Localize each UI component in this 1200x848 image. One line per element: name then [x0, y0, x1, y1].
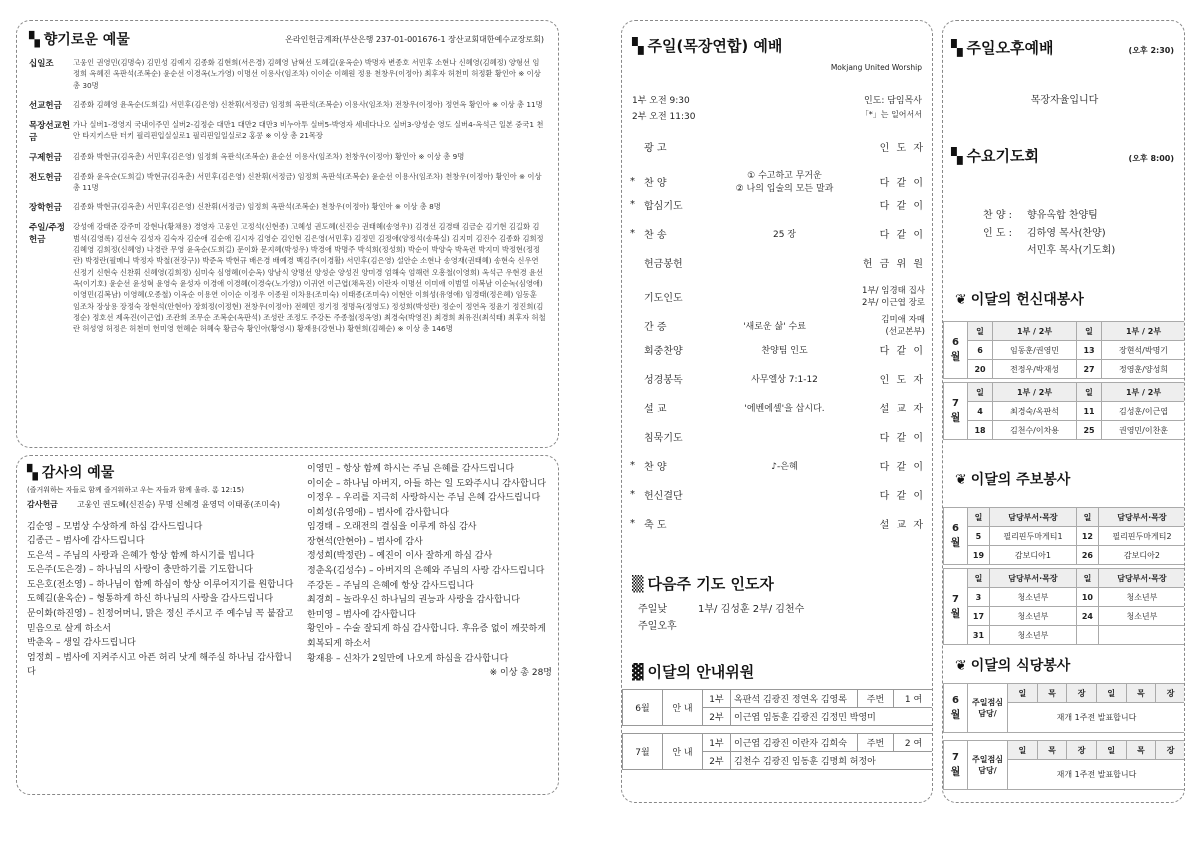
heart-icon: ❦	[955, 292, 967, 308]
kitchen-spacer-cell	[944, 790, 1186, 798]
service-head-cell: 1부 / 2부	[1102, 322, 1185, 341]
order-content: ♪-은혜	[771, 462, 798, 472]
order-row	[630, 458, 925, 473]
guide-part: 2부	[703, 752, 731, 770]
offering-label: 장학헌금	[29, 203, 62, 214]
afternoon-text: 목장자율입니다	[1030, 95, 1099, 106]
order-row	[630, 487, 925, 502]
bulletin-cell	[1076, 626, 1098, 645]
next-prayer-row	[638, 601, 804, 618]
thanks-item: 도은호(전소영) – 하나님이 함께 하심이 항상 이루어지기를 원합니다	[27, 579, 294, 590]
kitchen-head-cell: 일	[1096, 684, 1126, 703]
order-row	[630, 197, 925, 212]
order-star: *	[630, 489, 635, 500]
bulletin-row	[944, 527, 1186, 546]
bulletin-head-cell: 일	[1076, 508, 1098, 527]
bulletin-title	[955, 469, 1070, 489]
order-name: 헌신결단	[644, 491, 683, 502]
service-header	[944, 322, 1186, 341]
bulletin-row	[944, 607, 1186, 626]
bulletin-head-cell: 담당부서·목장	[989, 508, 1076, 527]
bulletin-header	[944, 508, 1186, 527]
service-leader: 인도: 담임목사	[863, 96, 922, 106]
offering-row	[29, 99, 546, 111]
guide-count: 1 여	[894, 690, 934, 708]
offering-label: 구제헌금	[29, 152, 62, 163]
service-head-cell: 일	[1076, 383, 1101, 402]
order-person: 다 같 이	[879, 177, 925, 189]
kitchen-head-cell: 장	[1067, 741, 1097, 760]
kitchen-text: 재개 1주전 발표합니다	[1008, 760, 1186, 790]
service-head-cell: 일	[1076, 322, 1101, 341]
order-star: *	[630, 228, 635, 239]
bullet-icon: ▚	[951, 147, 963, 165]
next-prayer-row	[638, 618, 804, 635]
bulletin-cell: 31	[968, 626, 990, 645]
offering-label: 십일조	[29, 59, 54, 69]
bulletin-row	[944, 546, 1186, 565]
order-row	[630, 429, 925, 444]
service-month: 7 월	[944, 383, 968, 440]
thanks-item: 도은주(도은경) – 하나님의 사랑이 충만하기를 기도합니다	[27, 565, 253, 576]
afternoon-title-text: 주일오후예배	[966, 39, 1054, 57]
bulletin-table	[943, 507, 1185, 649]
service-cell: 정영훈/양성희	[1102, 360, 1185, 379]
bulletin-head-cell: 일	[968, 569, 990, 588]
bulletin-cell	[1098, 626, 1185, 645]
wed-label: 찬 양 :	[983, 210, 1013, 221]
guide-table	[622, 689, 933, 778]
guide-names: 김천수 김광진 임동훈 김명희 허정아	[731, 752, 934, 770]
order-person: 설 교 자	[879, 520, 925, 531]
kitchen-head-cell: 목	[1126, 684, 1156, 703]
bulletin-month: 7 월	[944, 569, 968, 645]
thanks-list-1	[27, 520, 297, 680]
service-cell: 13	[1076, 341, 1101, 360]
kitchen-label	[968, 684, 1008, 733]
thanks-title	[27, 462, 297, 482]
thanks-item: 이이순 – 하나님 아버지, 아들 하는 일 도와주시니 감사합니다	[307, 478, 546, 489]
service-cell: 11	[1076, 402, 1101, 421]
wed-time: (오후 8:00)	[1128, 154, 1174, 163]
offering-label: 선교헌금	[29, 100, 62, 111]
wed-title	[951, 145, 1039, 166]
offering-label: 주일/주정헌금	[29, 223, 65, 246]
bullet-icon: ▚	[27, 465, 38, 481]
thanks-item: 이영민 – 항상 함께 하시는 주님 은혜를 감사드립니다	[307, 464, 515, 474]
guide-names: 이근엽 임동훈 김광진 김정민 박영미	[731, 708, 934, 726]
bulletin-month: 6 월	[944, 508, 968, 565]
thanks-item: 문이화(하진영) – 친정어머니, 맑은 정신 주시고 주 예수님 꼭 붙잡고 믿음으로 살게 하소서	[27, 608, 294, 634]
order-star: *	[630, 518, 635, 529]
order-person: 헌 금 위 원	[862, 259, 925, 270]
order-person: 인 도 자	[879, 143, 925, 154]
guide-names: 옥판석 김광진 정연옥 김영록	[731, 690, 858, 708]
thanks-item: 김순영 – 모범상 수상하게 하심 감사드립니다	[27, 521, 203, 532]
guide-row	[623, 734, 934, 752]
service-header	[944, 383, 1186, 402]
service-head-cell: 1부 / 2부	[993, 322, 1077, 341]
next-prayer-title	[632, 573, 774, 594]
service-cell: 권영민/이찬훈	[1102, 421, 1185, 440]
guide-tag: 주번	[858, 690, 894, 708]
kitchen-head-cell: 장	[1156, 741, 1185, 760]
bulletin-head-cell: 담당부서·목장	[1098, 508, 1185, 527]
guide-part: 2부	[703, 708, 731, 726]
service-spacer	[944, 440, 1186, 444]
service-row	[944, 421, 1186, 440]
order-name: 설 교	[644, 404, 667, 415]
order-row	[630, 400, 925, 415]
thanks-item: 황인아 – 수술 잘되게 하심 감사합니다. 후유증 없이 깨끗하게 회복되게 하소서	[307, 624, 546, 649]
thanks-item: 장현석(안현아) – 범사에 감사	[307, 536, 423, 547]
offering-names: 김종화 박현규(김옥춘) 서민후(김은영) 임정희 옥판석(조복순) 윤순선 이용사(임조차) 천창우(이정아) 황인아 ※ 이상 총 9명	[73, 151, 465, 161]
service-time-2: 2부 오전 11:30	[632, 112, 696, 122]
order-name: 광 고	[644, 143, 667, 154]
kitchen-title-text: 이달의 식당봉사	[970, 658, 1071, 674]
kitchen-header	[944, 684, 1186, 703]
kitchen-table	[943, 683, 1185, 798]
kitchen-spacer	[944, 790, 1186, 798]
kitchen-head-cell: 목	[1037, 741, 1067, 760]
guide-role: 안 내	[663, 690, 703, 726]
service-title	[955, 289, 1084, 309]
kitchen-label-sub: 담당/	[978, 766, 997, 775]
offering-row	[29, 171, 546, 194]
guide-month: 6월	[623, 690, 663, 726]
offerings-title-text: 향기로운 예물	[43, 32, 130, 48]
guide-spacer	[623, 726, 934, 734]
order-person: 인 도 자	[879, 375, 925, 386]
order-content: '에벤에셀'을 삽시다.	[744, 404, 825, 414]
wed-value: 향유옥합 찬양팀	[1027, 210, 1098, 221]
thanks-list-2	[307, 462, 552, 666]
order-star: *	[630, 199, 635, 210]
bulletin-cell: 12	[1076, 527, 1098, 546]
order-star: *	[630, 175, 635, 187]
service-cell: 20	[968, 360, 993, 379]
order-star: *	[630, 460, 635, 471]
service-cell: 27	[1076, 360, 1101, 379]
kitchen-head-cell: 일	[1008, 684, 1038, 703]
guide-spacer	[623, 770, 934, 778]
order-row	[630, 226, 925, 241]
order-name: 성경봉독	[644, 375, 683, 386]
bulletin-spacer-cell	[944, 645, 1186, 649]
bulletin-head-cell: 담당부서·목장	[1098, 569, 1185, 588]
thanks-col-1	[27, 462, 297, 680]
thanks-item: 김종근 – 범사에 감사드립니다	[27, 536, 145, 547]
order-person: 다 같 이	[879, 230, 925, 241]
thanks-col-2	[307, 462, 552, 681]
service-month: 6 월	[944, 322, 968, 379]
order-person: 다 같 이	[879, 491, 925, 502]
worship-panel	[621, 20, 933, 803]
order-person: 설 교 자	[879, 404, 925, 415]
bulletin-cell: 필리핀두마게티1	[989, 527, 1076, 546]
order-name: 회중찬양	[644, 346, 683, 357]
order-content: 찬양팀 인도	[761, 346, 808, 356]
order-row	[630, 516, 925, 531]
bullet-icon: ▚	[632, 37, 644, 55]
order-row	[630, 284, 925, 308]
order-row	[630, 342, 925, 357]
thanks-intro	[27, 499, 297, 510]
offering-label: 목장선교헌금	[29, 120, 71, 143]
bulletin-cell: 청소년부	[989, 626, 1076, 645]
kitchen-head-cell: 일	[1096, 741, 1126, 760]
offering-names: 고웅인 권영민(김명숙) 김민성 김예지 김종화 김현희(서은경) 김혜영 남혁선 도혜길(윤옥순) 박명자 변종호 서민후 소현나 신혜영(김혜정) 양형선 임정희 옥혜진 옥판석(조복순) 윤순선 이경옥(노가영) 이명선 이용사(임조차) 이이순 이혜원 정용 천창우(이정아) 최후자 허천미 허정환 황인아 ※ 이상 총 30명	[73, 58, 541, 90]
offerings-panel	[16, 20, 559, 448]
kitchen-label	[968, 741, 1008, 790]
order-person: 다 같 이	[879, 201, 925, 212]
service-cell: 4	[968, 402, 993, 421]
order-name: 축 도	[644, 520, 667, 531]
bulletin-cell: 필리핀두마게티2	[1098, 527, 1185, 546]
bulletin-cell: 5	[968, 527, 990, 546]
bulletin-row	[944, 626, 1186, 645]
offering-row	[29, 119, 546, 143]
order-person: 김미애 자매 (선교본부)	[881, 315, 925, 337]
offering-names: 김종화 박현규(김옥춘) 서민후(김은영) 신찬휘(서정금) 임정희 옥판석(조복순) 천창우(이정아) 황인아 ※ 이상 총 8명	[73, 202, 441, 212]
order-name: 찬 양	[644, 177, 667, 189]
service-time-1: 1부 오전 9:30	[632, 96, 690, 106]
next-prayer-rows	[638, 601, 804, 635]
thanks-item: 이정우 – 우리를 지극히 사랑하시는 주님 은혜 감사드립니다	[307, 493, 541, 504]
bulletin-cell: 17	[968, 607, 990, 626]
bulletin-cell: 감보디아1	[989, 546, 1076, 565]
afternoon-time: (오후 2:30)	[1128, 46, 1174, 55]
kitchen-label-main: 주일점심	[972, 755, 1003, 764]
offering-names: 가나 실버1-경영지 국내이주민 실버2-김정순 대만1 대만2 대만3 비누아투 실버5-박영자 세네다나오 실버3-양성순 영도 실버4-옥석근 일본 중국1 천안 타지키스탄 터키 필리핀입실실로1 필리핀일일실로2 홍콩 ※ 이상 총 21목장	[73, 119, 544, 141]
wed-title-text: 수요기도회	[966, 147, 1039, 165]
kitchen-head-cell: 장	[1067, 684, 1097, 703]
thanks-item: 정성희(박정란) – 예진이 이사 잘하게 하심 감사	[307, 551, 493, 562]
kitchen-text: 재개 1주전 발표합니다	[1008, 703, 1186, 733]
right-panel	[942, 20, 1185, 803]
service-head-cell: 일	[968, 322, 993, 341]
order-name: 간 증	[644, 321, 667, 333]
worship-title	[632, 35, 782, 56]
thanks-item: 도은석 – 주님의 사랑과 은혜가 항상 함께 하시기를 빕니다	[27, 550, 255, 561]
kitchen-label-sub: 담당/	[978, 709, 997, 718]
next-prayer-value: 1부/ 김성훈 2부/ 김천수	[698, 604, 805, 615]
thanks-verse: (즐거워하는 자들로 함께 즐거워하고 우는 자들과 함께 울라. 롬 12:15)	[27, 486, 244, 494]
worship-subtitle: Mokjang United Worship	[830, 63, 922, 72]
service-row	[944, 402, 1186, 421]
bulletin-cell: 26	[1076, 546, 1098, 565]
guide-title	[632, 661, 754, 682]
offering-row	[29, 221, 546, 334]
bulletin-cell: 19	[968, 546, 990, 565]
wed-label: 인 도 :	[983, 227, 1013, 239]
order-content: '새로운 삶' 수료	[743, 321, 806, 332]
service-cell: 25	[1076, 421, 1101, 440]
service-head-cell: 일	[968, 383, 993, 402]
bulletin-row	[944, 588, 1186, 607]
stand-note: 「*」는 일어서서	[860, 110, 922, 119]
thanks-item: 주강돈 – 주님의 은혜에 항상 감사드립니다	[307, 580, 474, 591]
thanks-item: 임경태 – 오래전의 결심을 이루게 하심 감사	[307, 522, 477, 533]
offering-row	[29, 201, 546, 213]
order-name: 찬 양	[644, 462, 667, 473]
bullet-icon: ▒	[632, 575, 644, 593]
service-row	[944, 341, 1186, 360]
bulletin-cell: 청소년부	[989, 588, 1076, 607]
wed-row	[983, 242, 1115, 260]
service-head-cell: 1부 / 2부	[1102, 383, 1185, 402]
thanks-intro-text: 고웅인 권도혜(신진승) 무명 신혜경 윤영덕 이태종(조미숙)	[77, 499, 280, 509]
service-cell: 임동훈/권영민	[993, 341, 1077, 360]
next-prayer-title-text: 다음주 기도 인도자	[647, 575, 774, 593]
offering-row	[29, 151, 546, 163]
service-cell: 18	[968, 421, 993, 440]
order-person: 다 같 이	[879, 346, 925, 357]
thanks-total: ※ 이상 총 28명	[489, 668, 552, 679]
thanks-intro-label: 감사헌금	[27, 499, 58, 509]
order-name: 침묵기도	[644, 433, 683, 444]
guide-title-text: 이달의 안내위원	[647, 663, 755, 681]
online-account: 온라인헌금계좌(부산은행 237-01-001676-1 장산교회대한예수교장로회)	[285, 35, 544, 44]
guide-part: 1부	[703, 690, 731, 708]
next-prayer-label: 주일낮	[638, 604, 667, 615]
guide-tag: 주번	[858, 734, 894, 752]
bulletin-title-text: 이달의 주보봉사	[970, 472, 1071, 488]
order-name: 찬 송	[644, 230, 667, 241]
thanks-item: 이희성(유영애) – 범사에 감사합니다	[307, 507, 449, 518]
guide-spacer-cell	[623, 726, 934, 734]
wed-value: 서민후 목사(기도회)	[1027, 245, 1116, 256]
bulletin-head-cell: 담당부서·목장	[989, 569, 1076, 588]
order-name: 합심기도	[644, 201, 683, 212]
offerings-list	[29, 57, 546, 334]
service-table	[943, 321, 1185, 444]
bulletin-header	[944, 569, 1186, 588]
wed-row	[983, 207, 1115, 225]
service-head-cell: 1부 / 2부	[993, 383, 1077, 402]
bulletin-cell: 청소년부	[989, 607, 1076, 626]
next-prayer-label: 주일오후	[638, 621, 677, 632]
wed-row	[983, 225, 1115, 243]
bulletin-head-cell: 일	[968, 508, 990, 527]
worship-title-text: 주일(목장연합) 예배	[647, 37, 783, 55]
kitchen-head-cell: 장	[1156, 684, 1185, 703]
service-spacer-cell	[944, 440, 1186, 444]
guide-count: 2 여	[894, 734, 934, 752]
bulletin-cell: 3	[968, 588, 990, 607]
thanks-item: 박춘옥 – 생일 감사드립니다	[27, 638, 136, 649]
thanks-item: 한미영 – 범사에 감사합니다	[307, 609, 416, 620]
guide-month: 7월	[623, 734, 663, 770]
order-row	[630, 313, 925, 337]
kitchen-label-main: 주일점심	[972, 698, 1003, 707]
thanks-item: 도혜길(윤옥순) – 형통하게 하신 하나님의 사랑을 감사드립니다	[27, 594, 274, 605]
service-title-text: 이달의 헌신대봉사	[970, 292, 1084, 308]
bulletin-cell: 10	[1076, 588, 1098, 607]
guide-part: 1부	[703, 734, 731, 752]
thanks-panel	[16, 455, 559, 795]
guide-role: 안 내	[663, 734, 703, 770]
kitchen-spacer	[944, 733, 1186, 741]
offering-label: 전도헌금	[29, 172, 62, 183]
bulletin-head-cell: 일	[1076, 569, 1098, 588]
order-row	[630, 168, 925, 194]
order-person: 1부/ 임경태 집사 2부/ 이근엽 장로	[862, 286, 925, 308]
order-row	[630, 371, 925, 386]
offering-names: 김종화 윤옥순(도희길) 박현규(김옥춘) 서민후(김은영) 신찬휘(서정금) 임정희 옥판석(조복순) 윤순선 이용사(임조차) 천창우(이정아) 황인아 ※ 이상 총 11명	[73, 171, 542, 193]
service-cell: 전정우/박재성	[993, 360, 1077, 379]
afternoon-title	[951, 37, 1054, 58]
order-row	[630, 139, 925, 154]
guide-spacer-cell	[623, 770, 934, 778]
service-cell: 장현석/박명기	[1102, 341, 1185, 360]
kitchen-spacer-cell	[944, 733, 1186, 741]
order-content: 사무엘상 7:1-12	[751, 375, 818, 385]
offering-row	[29, 57, 546, 91]
heart-icon: ❦	[955, 472, 967, 488]
bulletin-cell: 감보디아2	[1098, 546, 1185, 565]
bulletin-cell: 청소년부	[1098, 588, 1185, 607]
order-name: 기도인도	[644, 292, 683, 304]
order-content: 25 장	[772, 230, 796, 240]
wed-value: 김하영 목사(찬양)	[1027, 227, 1106, 239]
offering-names: 강성애 강태준 강주미 강현나(황채용) 경영자 고웅인 고정석(신현종) 고혜성 권도혜(신진승 권태혜(송영우)) 김경선 김경태 김금순 김기현 김길화 김범석(김영록) 김선숙 김성자 김숙자 김순애 김순애 김시자 김영순 김인현 김은영(서민후) 김정민 김정애(양정석(송복실) 김지미 김진수 김종화 김희정 김혜영 김희정(신혜영) 나경란 무영 윤옥순(도희길) 문이화 문지혜(박성우) 박경애 박명주 박석희(정성희) 박순이 박양숙 박옥련 박지미 박정현(정정란) 박정란(필메니 박정자 박철(전장구)) 박준옥 박현규 배은경 배예경 백김주(이경활) 서민후(김은영) 설안순 소현나 송영재(권태혜) 송현숙 신우연 신정기 신현숙 신찬휘 신혜영(김희정) 심미숙 심영혜(이순옥) 양남식 양명선 양성순 양성진 양미경 엄해숙 엄해련 오흥철(이영희) 옥석근 우현경 윤선옥(이기호) 윤순선 윤성혁 윤영숙 윤성자 이경애 이경혜(이경숙(노가영)) 이귀연 이근엽(채옥진) 이란자 이명선 이미애 이범열 이복남 이순녹(심영애) 이영민(김복남) 이영혜(오종철) 이옥순 이용연 이이순 이정우 이종원 이차용(조미숙) 이태종(조미숙) 이현안 이희성(유영애) 임경태(정은혜) 임동훈 임조차 장상용 장정숙 장현석(안현아) 장희정(이정현) 전창우(이정아) 전혜민 정기정 정명옥(정영도) 정성희(박성란) 정순이 정연옥 정윤기 정진희(김정순) 정호선 제옥진(이근엽) 조관희 조무순 조복순(옥판석) 조성란 조정도 주강돈 주종철(정옥영) 최경숙(박영진) 최경희 최유진(최석태) 최후자 허철란 허성영 허정은 허천미 헌미영 헌혜순 허혜숙 황금숙 황인아(황영시) 황재용(강현나) 황현희(김혜순) ※ 이상 총 146명	[73, 222, 546, 334]
kitchen-head-cell: 목	[1037, 684, 1067, 703]
service-cell: 김천수/이차용	[993, 421, 1077, 440]
service-row	[944, 360, 1186, 379]
offering-names: 김종화 김혜영 윤옥순(도희길) 서민후(김은영) 신찬휘(서정금) 임정희 옥판석(조복순) 이용사(임조차) 전창우(이정아) 정연옥 황인아 ※ 이상 총 11명	[73, 99, 543, 109]
heart-icon: ❦	[955, 658, 967, 674]
kitchen-title	[955, 655, 1070, 675]
order-person: 다 같 이	[879, 462, 925, 473]
bullet-icon: ▚	[29, 32, 40, 48]
kitchen-month: 6 월	[944, 684, 968, 733]
order-content: ① 수고하고 무거운 ② 나의 입술의 모든 말과	[735, 171, 834, 194]
kitchen-month: 7 월	[944, 741, 968, 790]
thanks-item: 엄정희 – 범사에 지켜주시고 아픈 허리 낫게 해주실 하나님 감사합니다	[27, 652, 292, 678]
bulletin-spacer	[944, 645, 1186, 649]
service-cell: 최경숙/옥판석	[993, 402, 1077, 421]
thanks-title-text: 감사의 예물	[41, 465, 115, 481]
bulletin-cell: 24	[1076, 607, 1098, 626]
bullet-icon: ▚	[951, 39, 963, 57]
thanks-item: 황재용 – 신차가 2일만에 나오게 하심을 감사합니다	[307, 653, 509, 664]
kitchen-head-cell: 일	[1008, 741, 1038, 760]
wed-rows	[983, 207, 1115, 260]
guide-row	[623, 690, 934, 708]
order-name: 헌금봉헌	[644, 259, 683, 270]
service-cell: 김성훈/이근엽	[1102, 402, 1185, 421]
guide-names: 이근엽 김광진 이란자 김희숙	[731, 734, 858, 752]
kitchen-header	[944, 741, 1186, 760]
kitchen-head-cell: 목	[1126, 741, 1156, 760]
thanks-item: 최경희 – 놀라우신 하나님의 권능과 사랑을 감사합니다	[307, 595, 520, 606]
order-person: 다 같 이	[879, 433, 925, 444]
bullet-icon: ▓	[632, 663, 644, 681]
bulletin-cell: 청소년부	[1098, 607, 1185, 626]
thanks-item: 정춘옥(김성수) – 아버지의 은혜와 주님의 사랑 감사드립니다	[307, 566, 545, 577]
service-cell: 6	[968, 341, 993, 360]
order-row	[630, 255, 925, 270]
